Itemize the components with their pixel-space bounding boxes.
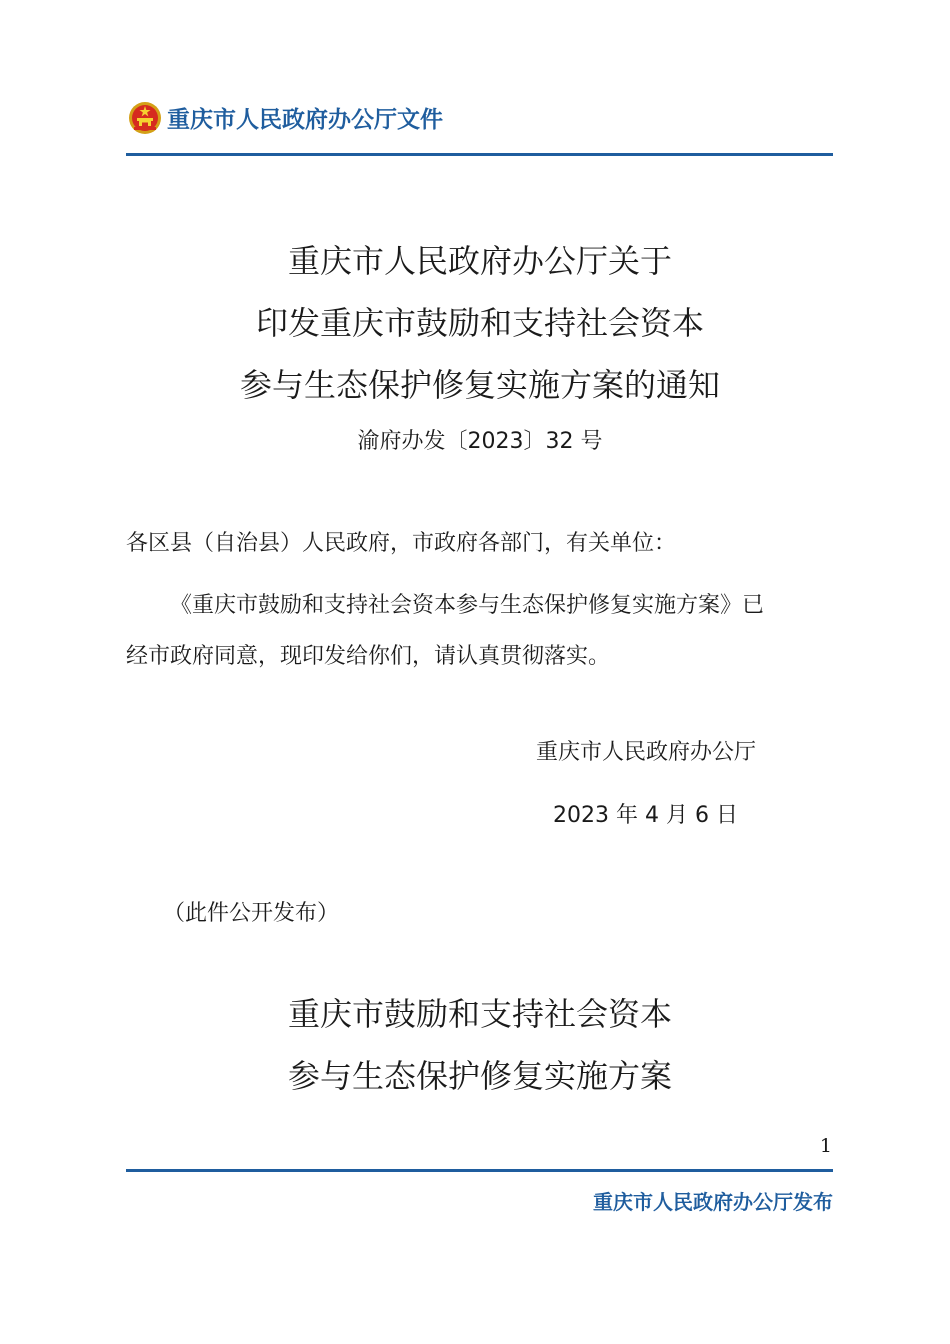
- national-emblem-icon: [128, 101, 162, 135]
- body-paragraph-line-2: 经市政府同意，现印发给你们，请认真贯彻落实。: [126, 644, 611, 669]
- notice-title-line-2: 印发重庆市鼓励和支持社会资本: [255, 304, 704, 342]
- addressee: 各区县（自治县）人民政府，市政府各部门，有关单位：: [126, 531, 677, 556]
- header-divider: [126, 153, 833, 156]
- document-number: 渝府办发〔2023〕32 号: [357, 429, 603, 454]
- footer-publisher: 重庆市人民政府办公厅发布: [593, 1190, 833, 1214]
- notice-title-line-3: 参与生态保护修复实施方案的通知: [239, 366, 720, 404]
- plan-title-line-1: 重庆市鼓励和支持社会资本: [287, 995, 672, 1033]
- page-number: 1: [819, 1135, 832, 1157]
- notice-title-line-1: 重庆市人民政府办公厅关于: [287, 242, 672, 280]
- signer: 重庆市人民政府办公厅: [536, 740, 757, 765]
- plan-title-line-2: 参与生态保护修复实施方案: [287, 1057, 672, 1095]
- signing-date: 2023 年 4 月 6 日: [553, 803, 738, 828]
- public-release-note: （此件公开发布）: [163, 901, 340, 926]
- header-title: 重庆市人民政府办公厅文件: [167, 107, 443, 133]
- body-paragraph-line-1: 《重庆市鼓励和支持社会资本参与生态保护修复实施方案》已: [170, 593, 765, 618]
- footer-divider: [126, 1169, 833, 1172]
